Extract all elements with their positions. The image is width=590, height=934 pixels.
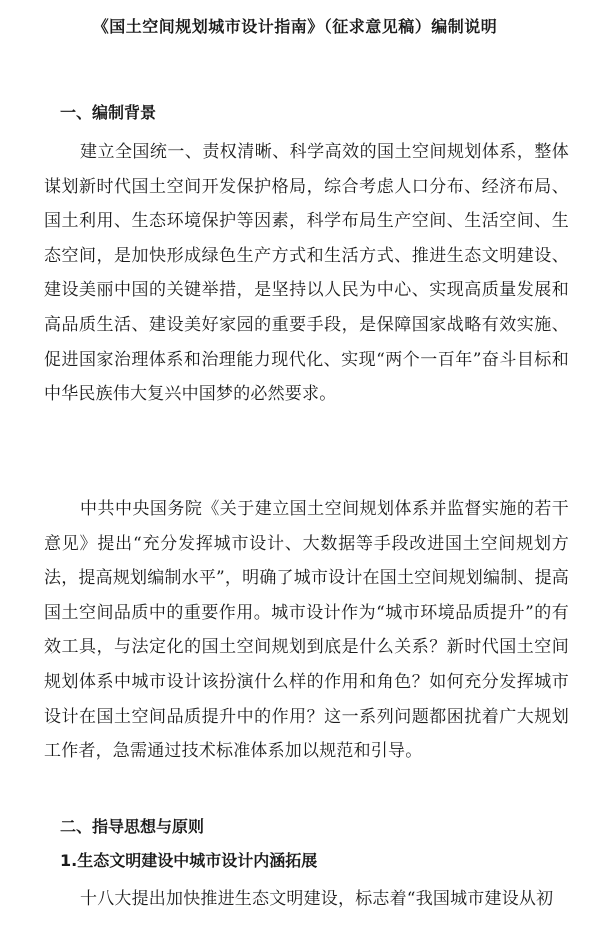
paragraph-background-1: 建立全国统一、责权清晰、科学高效的国土空间规划体系，整体谋划新时代国土空间开发保护格局，综合考虑人口分布、经济布局、国土利用、生态环境保护等因素，科学布局生产空间、生活空间、生态空间，是加快形成绿色生产方式和生活方式、推进生态文明建设、建设美丽中国的关键举措，是坚持以人民为中心、实现高质量发展和高品质生活、建设美好家园的重要手段，是保障国家战略有效实施、促进国家治理体系和治理能力现代化、实现“两个一百年”奋斗目标和中华民族伟大复兴中国梦的必然要求。 (44, 142, 569, 405)
section-heading-principles: 二、指导思想与原则 (60, 817, 205, 836)
paragraph-background-2: 中共中央国务院《关于建立国土空间规划体系并监督实施的若干意见》提出“充分发挥城市设计、大数据等手段改进国土空间规划方法，提高规划编制水平”，明确了城市设计在国土空间规划编制、提高国土空间品质中的重要作用。城市设计作为“城市环境品质提升”的有效工具，与法定化的国土空间规划到底是什么关系？新时代国土空间规划体系中城市设计该扮演什么样的作用和角色？如何充分发挥城市设计在国土空间品质提升中的作用？这一系列问题都困扰着广大规划工作者，急需通过技术标准体系加以规范和引导。 (44, 499, 569, 762)
document-title: 《国土空间规划城市设计指南》（征求意见稿）编制说明 (92, 17, 498, 36)
subsection-heading-ecological: 1.生态文明建设中城市设计内涵拓展 (60, 851, 318, 870)
paragraph-principles-1: 十八大提出加快推进生态文明建设，标志着“我国城市建设从初 (80, 889, 554, 909)
section-heading-background: 一、编制背景 (60, 103, 157, 122)
